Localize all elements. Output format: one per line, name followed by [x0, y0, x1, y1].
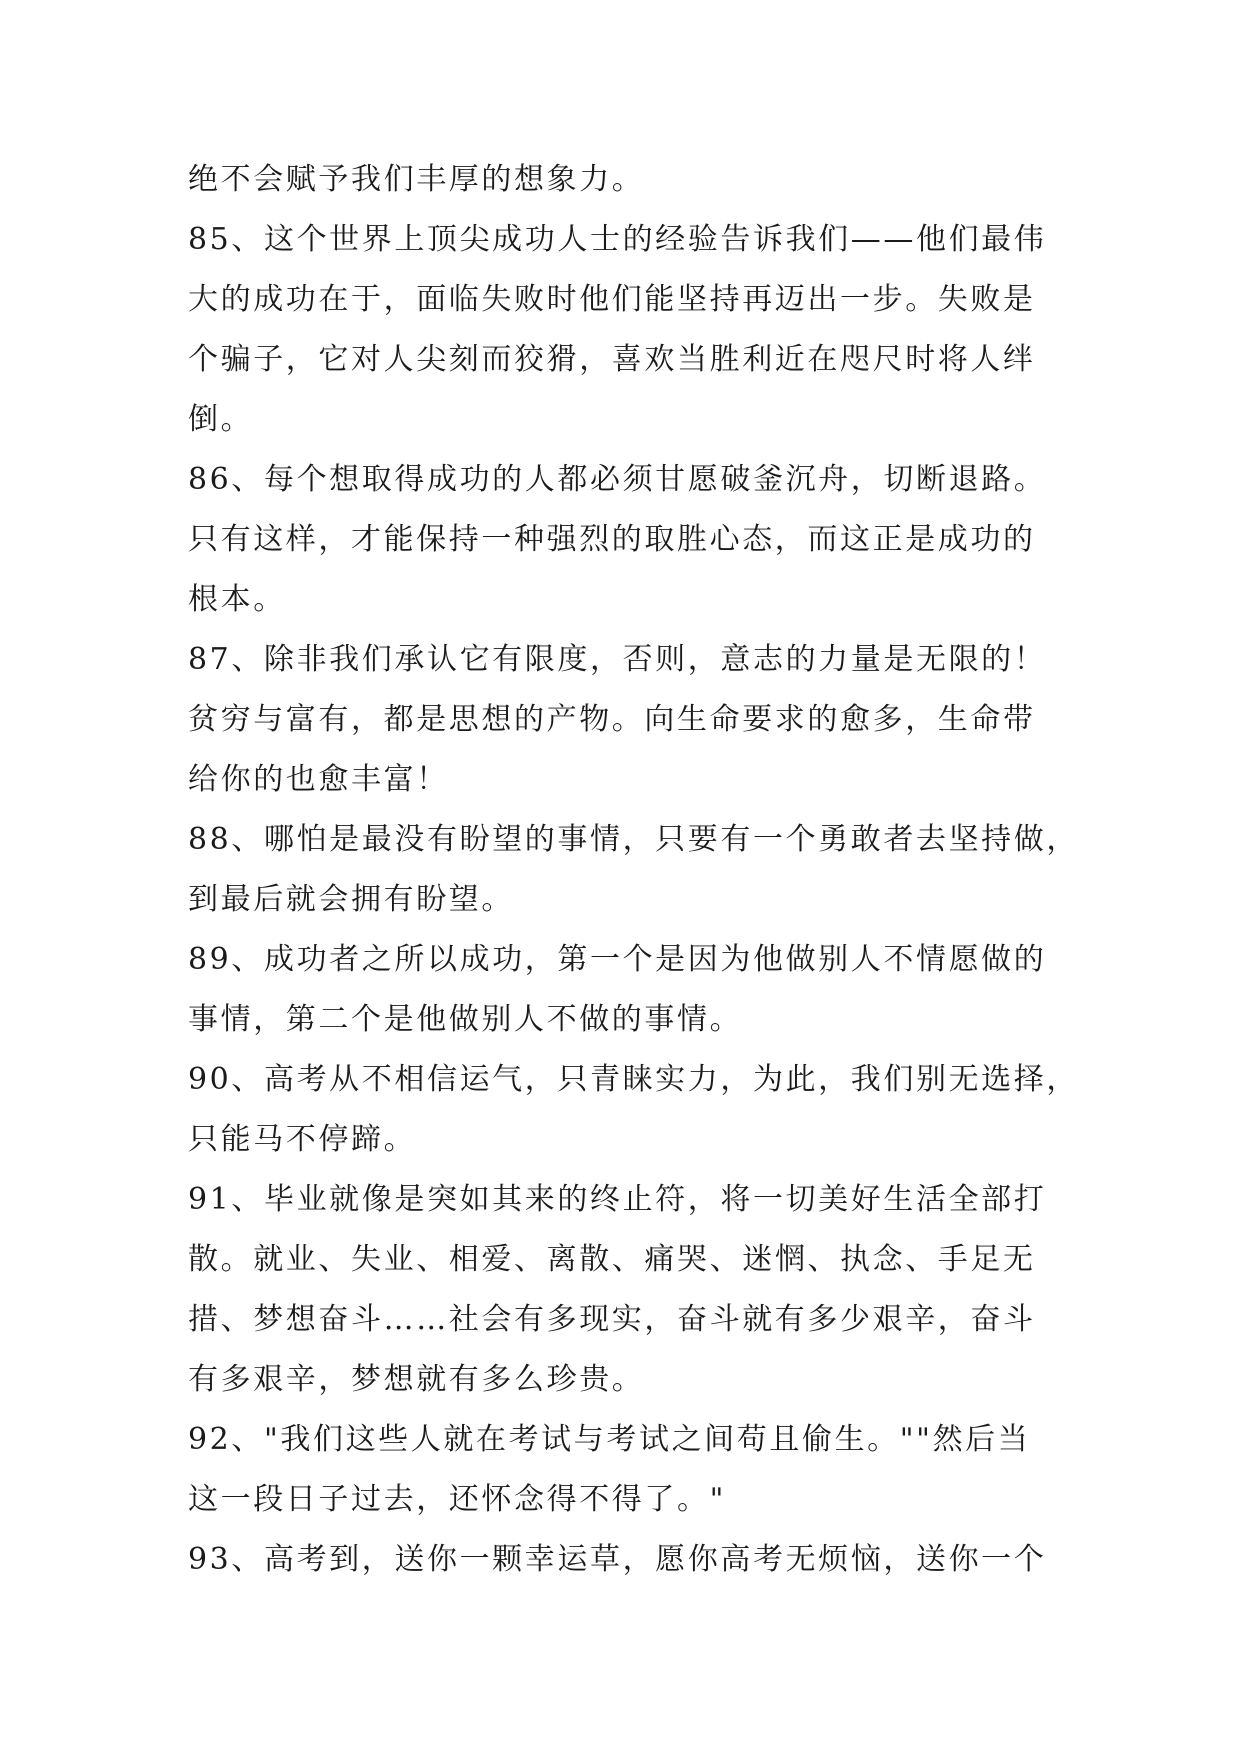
- text-line: 90、高考从不相信运气，只青睐实力，为此，我们别无选择，: [188, 1062, 1079, 1097]
- text-line: 散。就业、失业、相爱、离散、痛哭、迷惘、执念、手足无: [188, 1242, 1036, 1277]
- text-line: 93、高考到，送你一颗幸运草，愿你高考无烦恼，送你一个: [188, 1542, 1047, 1577]
- text-line: 措、梦想奋斗……社会有多现实，奋斗就有多少艰辛，奋斗: [188, 1302, 1036, 1337]
- text-line: 只能马不停蹄。: [188, 1122, 417, 1157]
- text-line: 89、成功者之所以成功，第一个是因为他做别人不情愿做的: [188, 942, 1047, 977]
- text-line: 绝不会赋予我们丰厚的想象力。: [188, 162, 645, 197]
- text-line: 个骗子，它对人尖刻而狡猾，喜欢当胜利近在咫尺时将人绊: [188, 342, 1036, 377]
- text-line: 有多艰辛，梦想就有多么珍贵。: [188, 1362, 645, 1397]
- text-line: 85、这个世界上顶尖成功人士的经验告诉我们——他们最伟: [188, 222, 1047, 257]
- text-line: 给你的也愈丰富！: [188, 762, 449, 797]
- text-line: 91、毕业就像是突如其来的终止符，将一切美好生活全部打: [188, 1182, 1047, 1217]
- document-body: [188, 150, 1079, 1590]
- text-line: 大的成功在于，面临失败时他们能坚持再迈出一步。失败是: [188, 282, 1036, 317]
- text-line: 到最后就会拥有盼望。: [188, 882, 514, 917]
- text-line: 86、每个想取得成功的人都必须甘愿破釜沉舟，切断退路。: [188, 462, 1047, 497]
- text-line: 倒。: [188, 402, 254, 437]
- text-line: 根本。: [188, 582, 286, 617]
- text-line: 92、"我们这些人就在考试与考试之间苟且偷生。""然后当: [188, 1422, 1031, 1457]
- text-line: 事情，第二个是他做别人不做的事情。: [188, 1002, 743, 1037]
- text-line: 88、哪怕是最没有盼望的事情，只要有一个勇敢者去坚持做，: [188, 822, 1079, 857]
- text-line: 87、除非我们承认它有限度，否则，意志的力量是无限的！: [188, 642, 1047, 677]
- text-line: 贫穷与富有，都是思想的产物。向生命要求的愈多，生命带: [188, 702, 1036, 737]
- text-line: 这一段日子过去，还怀念得不得了。": [188, 1482, 726, 1517]
- text-line: 只有这样，才能保持一种强烈的取胜心态，而这正是成功的: [188, 522, 1036, 557]
